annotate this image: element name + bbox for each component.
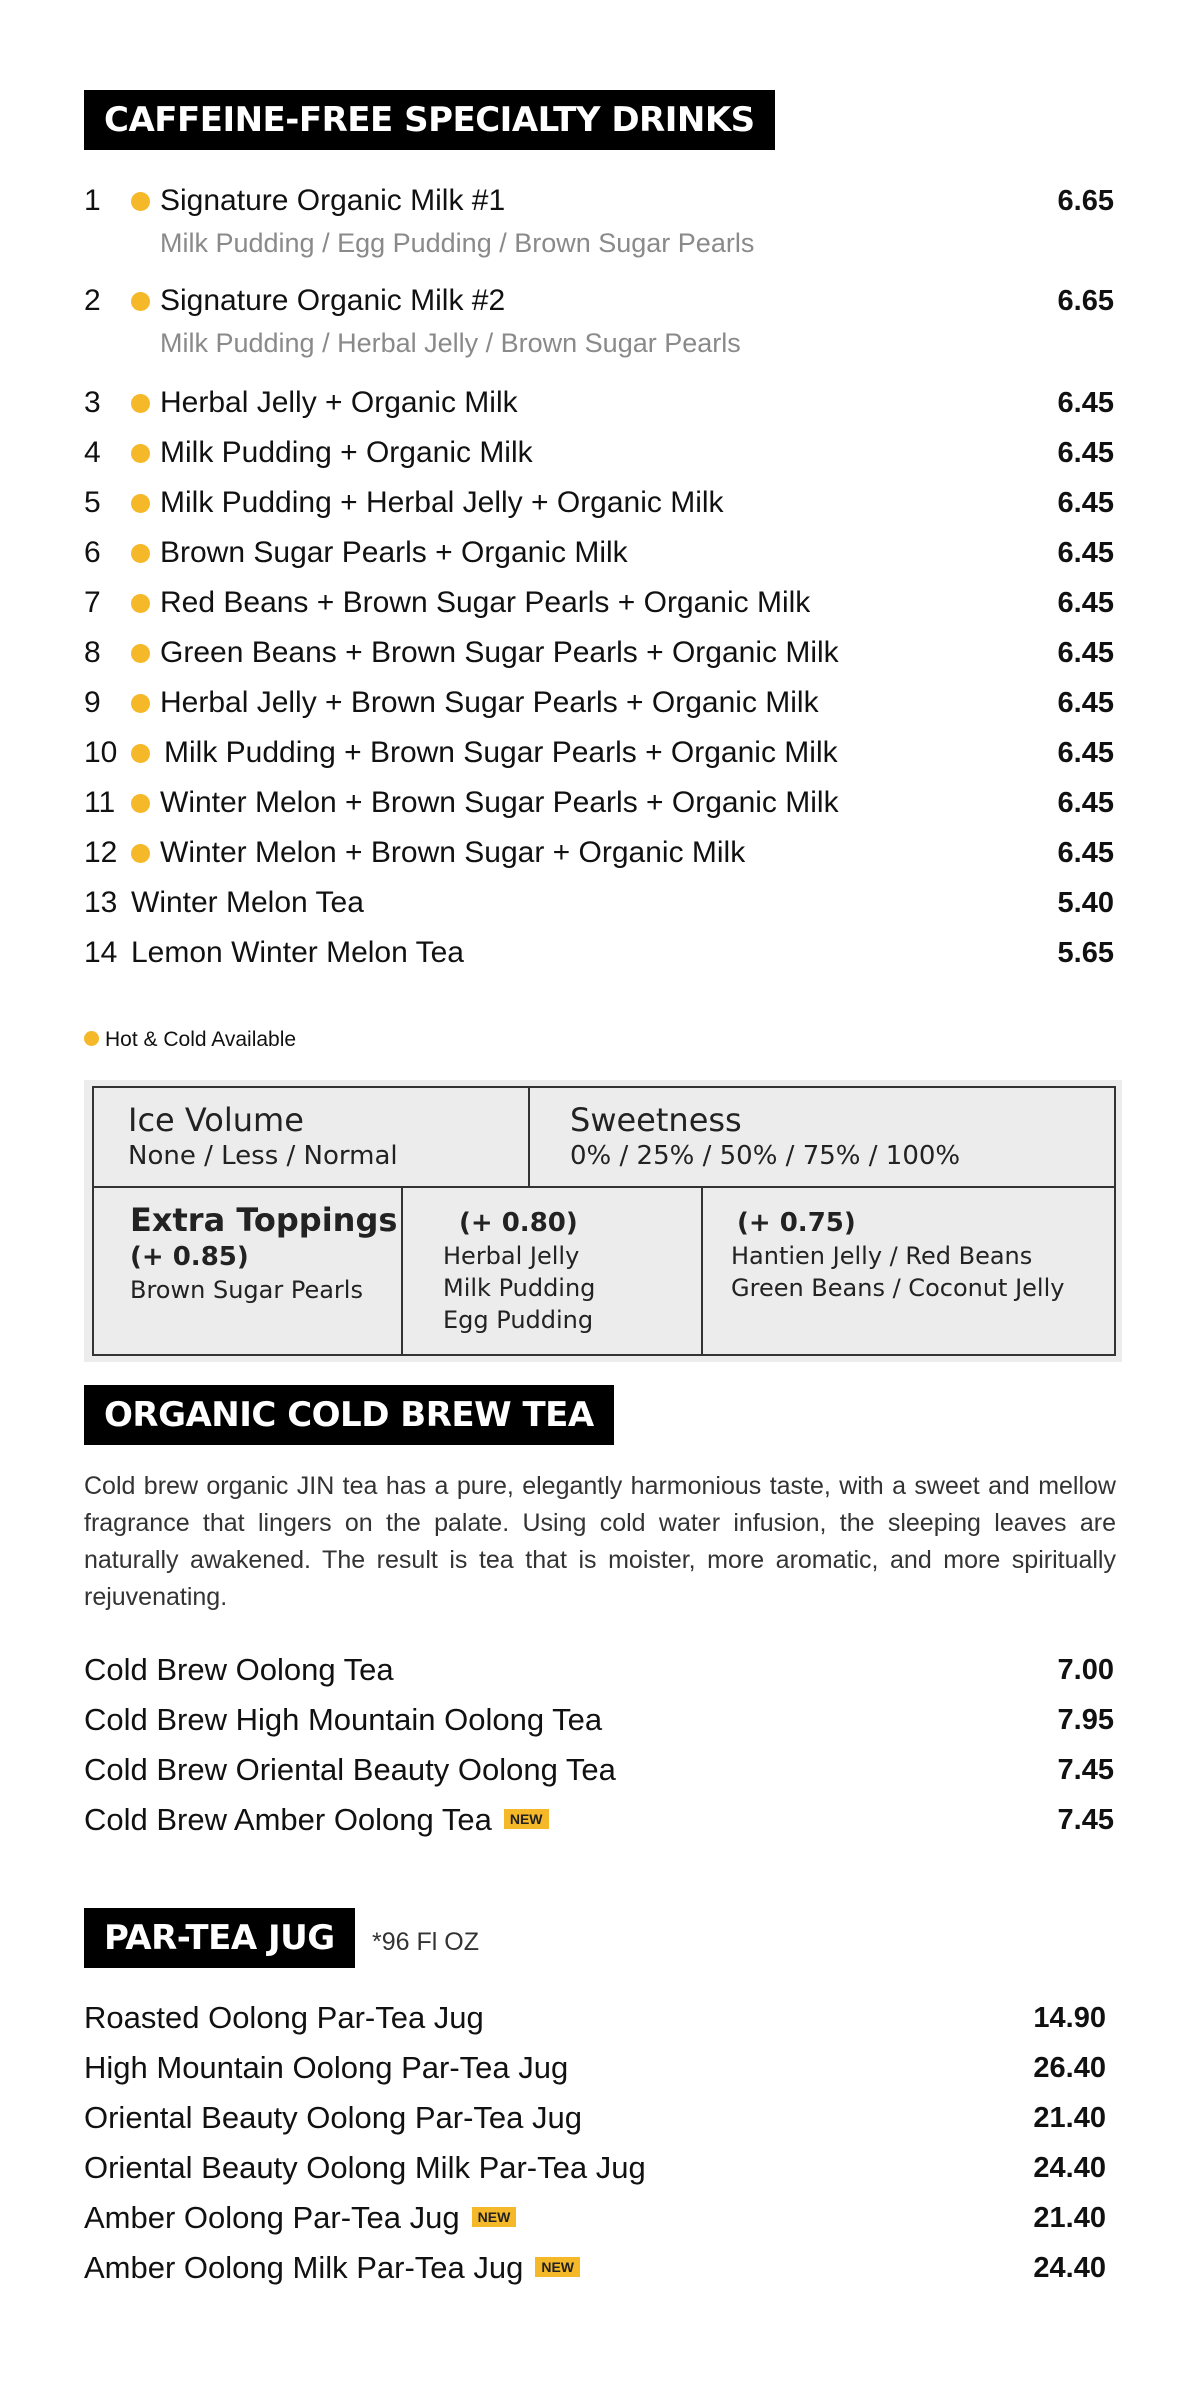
menu-item bbox=[84, 533, 1114, 573]
item-name: Winter Melon + Brown Sugar + Organic Milk bbox=[160, 836, 746, 869]
hot-cold-dot-icon bbox=[131, 292, 150, 311]
menu-item bbox=[84, 1648, 1114, 1692]
item-price: 6.45 bbox=[1057, 437, 1114, 469]
menu-item bbox=[84, 433, 1114, 473]
jug-volume-note: *96 Fl OZ bbox=[372, 1928, 479, 1956]
tier3-item: Hantien Jelly / Red Beans bbox=[731, 1242, 1033, 1270]
new-badge: NEW bbox=[472, 2207, 517, 2227]
item-number: 14 bbox=[84, 936, 118, 969]
customization-options bbox=[84, 1080, 1122, 1362]
item-price: 6.45 bbox=[1057, 787, 1114, 819]
menu-item bbox=[84, 181, 1114, 267]
toppings-tier2-cell bbox=[401, 1186, 703, 1356]
section-title-caffeine-free: CAFFEINE-FREE SPECIALTY DRINKS bbox=[84, 90, 775, 150]
item-price: 6.45 bbox=[1057, 687, 1114, 719]
item-price: 5.40 bbox=[1057, 887, 1114, 919]
tier2-item: Milk Pudding bbox=[443, 1274, 596, 1302]
hot-cold-dot-icon bbox=[131, 394, 150, 413]
item-number: 11 bbox=[84, 786, 116, 819]
item-name-with-badge bbox=[84, 2196, 516, 2240]
item-price: 24.40 bbox=[1033, 2152, 1106, 2184]
toppings-tier1-cell bbox=[92, 1186, 403, 1356]
tier2-item: Egg Pudding bbox=[443, 1306, 594, 1334]
new-badge: NEW bbox=[504, 1809, 549, 1829]
menu-item bbox=[84, 833, 1114, 873]
item-price: 6.45 bbox=[1057, 587, 1114, 619]
item-number: 10 bbox=[84, 736, 118, 769]
new-badge: NEW bbox=[535, 2257, 580, 2277]
item-number: 2 bbox=[84, 284, 101, 317]
item-name: Milk Pudding + Brown Sugar Pearls + Organic Milk bbox=[164, 736, 838, 769]
item-description: Milk Pudding / Egg Pudding / Brown Sugar Pearls bbox=[160, 228, 755, 258]
item-number: 12 bbox=[84, 836, 118, 869]
hot-cold-dot-icon bbox=[131, 494, 150, 513]
item-name: Cold Brew High Mountain Oolong Tea bbox=[84, 1702, 603, 1737]
menu-item bbox=[84, 1798, 1114, 1842]
tier2-price: (+ 0.80) bbox=[459, 1208, 578, 1238]
item-number: 9 bbox=[84, 686, 101, 719]
item-name: Herbal Jelly + Organic Milk bbox=[160, 386, 518, 419]
item-price: 7.45 bbox=[1057, 1804, 1114, 1836]
hot-cold-dot-icon bbox=[131, 192, 150, 211]
menu-item bbox=[84, 2046, 1114, 2090]
menu-item bbox=[84, 683, 1114, 723]
item-number: 8 bbox=[84, 636, 101, 669]
item-price: 6.45 bbox=[1057, 737, 1114, 769]
item-price: 24.40 bbox=[1033, 2252, 1106, 2284]
item-price: 26.40 bbox=[1033, 2052, 1106, 2084]
item-name: Oriental Beauty Oolong Milk Par-Tea Jug bbox=[84, 2150, 646, 2185]
item-name: Winter Melon + Brown Sugar Pearls + Organic Milk bbox=[160, 786, 839, 819]
item-name: Signature Organic Milk #1 bbox=[160, 184, 506, 217]
menu-item bbox=[84, 883, 1114, 923]
menu-item bbox=[84, 583, 1114, 623]
item-name: Winter Melon Tea bbox=[131, 886, 364, 919]
menu-item bbox=[84, 783, 1114, 823]
item-price: 6.45 bbox=[1057, 537, 1114, 569]
toppings-title: Extra Toppings bbox=[130, 1201, 398, 1239]
item-name: Cold Brew Oolong Tea bbox=[84, 1652, 394, 1687]
item-name-with-badge bbox=[84, 2246, 580, 2290]
tier1-item: Brown Sugar Pearls bbox=[130, 1276, 363, 1304]
item-price: 7.00 bbox=[1057, 1654, 1114, 1686]
item-name: Lemon Winter Melon Tea bbox=[131, 936, 464, 969]
sweetness-cell bbox=[528, 1086, 1116, 1188]
item-number: 3 bbox=[84, 386, 101, 419]
hot-cold-dot-icon bbox=[131, 844, 150, 863]
menu-item bbox=[84, 2146, 1114, 2190]
item-name-with-badge bbox=[84, 1798, 549, 1842]
hot-cold-dot-icon bbox=[131, 744, 150, 763]
tier3-item: Green Beans / Coconut Jelly bbox=[731, 1274, 1065, 1302]
menu-item bbox=[84, 633, 1114, 673]
hot-cold-dot-icon bbox=[131, 694, 150, 713]
hot-cold-dot-icon bbox=[131, 544, 150, 563]
cold-brew-description: Cold brew organic JIN tea has a pure, elegantly harmonious taste, with a sweet and mellow fragrance that lingers on the palate. Using cold water infusion, the sleeping leaves are naturally awakened. The result is tea that is moister, more aromatic, and more spiritually rejuvenating. bbox=[84, 1472, 1116, 1611]
item-number: 5 bbox=[84, 486, 101, 519]
item-price: 7.95 bbox=[1057, 1704, 1114, 1736]
item-description: Milk Pudding / Herbal Jelly / Brown Sugar Pearls bbox=[160, 328, 741, 358]
tier2-item: Herbal Jelly bbox=[443, 1242, 580, 1270]
hot-cold-dot-icon bbox=[84, 1031, 99, 1046]
ice-volume-cell bbox=[92, 1086, 530, 1188]
tier3-price: (+ 0.75) bbox=[737, 1208, 856, 1238]
item-name: Amber Oolong Par-Tea Jug bbox=[84, 2200, 460, 2235]
hot-cold-dot-icon bbox=[131, 794, 150, 813]
tier1-price: (+ 0.85) bbox=[130, 1242, 249, 1272]
ice-volume-values: None / Less / Normal bbox=[128, 1141, 398, 1171]
item-price: 6.45 bbox=[1057, 637, 1114, 669]
item-number: 13 bbox=[84, 886, 118, 919]
item-price: 5.65 bbox=[1057, 937, 1114, 969]
item-name: Oriental Beauty Oolong Par-Tea Jug bbox=[84, 2100, 582, 2135]
item-number: 6 bbox=[84, 536, 101, 569]
legend-text: Hot & Cold Available bbox=[105, 1028, 297, 1051]
menu-item bbox=[84, 2246, 1114, 2290]
section-title-par-tea-jug: PAR-TEA JUG bbox=[84, 1908, 355, 1968]
item-price: 6.65 bbox=[1057, 285, 1114, 317]
menu-item bbox=[84, 2196, 1114, 2240]
section-title-cold-brew: ORGANIC COLD BREW TEA bbox=[84, 1385, 614, 1445]
menu-item bbox=[84, 1748, 1114, 1792]
item-number: 7 bbox=[84, 586, 101, 619]
item-price: 21.40 bbox=[1033, 2102, 1106, 2134]
item-name: Amber Oolong Milk Par-Tea Jug bbox=[84, 2250, 524, 2285]
item-price: 14.90 bbox=[1033, 2002, 1106, 2034]
item-price: 21.40 bbox=[1033, 2202, 1106, 2234]
menu-item bbox=[84, 281, 1114, 367]
item-name: Milk Pudding + Herbal Jelly + Organic Milk bbox=[160, 486, 724, 519]
hot-cold-dot-icon bbox=[131, 644, 150, 663]
item-number: 1 bbox=[84, 184, 101, 217]
sweetness-title: Sweetness bbox=[570, 1101, 742, 1139]
item-name: Signature Organic Milk #2 bbox=[160, 284, 506, 317]
hot-cold-dot-icon bbox=[131, 594, 150, 613]
hot-cold-dot-icon bbox=[131, 444, 150, 463]
ice-volume-title: Ice Volume bbox=[128, 1101, 304, 1139]
item-name: Cold Brew Oriental Beauty Oolong Tea bbox=[84, 1752, 616, 1787]
menu-item bbox=[84, 733, 1114, 773]
item-name: Milk Pudding + Organic Milk bbox=[160, 436, 533, 469]
item-name: Red Beans + Brown Sugar Pearls + Organic Milk bbox=[160, 586, 811, 619]
menu-item bbox=[84, 933, 1114, 973]
item-price: 6.45 bbox=[1057, 387, 1114, 419]
menu-item bbox=[84, 1996, 1114, 2040]
item-name: Green Beans + Brown Sugar Pearls + Organic Milk bbox=[160, 636, 839, 669]
menu-item bbox=[84, 483, 1114, 523]
item-name: Roasted Oolong Par-Tea Jug bbox=[84, 2000, 484, 2035]
sweetness-values: 0% / 25% / 50% / 75% / 100% bbox=[570, 1141, 961, 1171]
item-price: 6.65 bbox=[1057, 185, 1114, 217]
item-name: Cold Brew Amber Oolong Tea bbox=[84, 1802, 492, 1837]
menu-item bbox=[84, 2096, 1114, 2140]
menu-item bbox=[84, 1698, 1114, 1742]
item-name: Herbal Jelly + Brown Sugar Pearls + Organic Milk bbox=[160, 686, 819, 719]
hot-cold-legend bbox=[84, 1025, 296, 1055]
menu-item bbox=[84, 383, 1114, 423]
item-price: 6.45 bbox=[1057, 487, 1114, 519]
toppings-tier3-cell bbox=[701, 1186, 1116, 1356]
item-name: Brown Sugar Pearls + Organic Milk bbox=[160, 536, 628, 569]
item-price: 6.45 bbox=[1057, 837, 1114, 869]
item-price: 7.45 bbox=[1057, 1754, 1114, 1786]
item-number: 4 bbox=[84, 436, 101, 469]
item-name: High Mountain Oolong Par-Tea Jug bbox=[84, 2050, 569, 2085]
